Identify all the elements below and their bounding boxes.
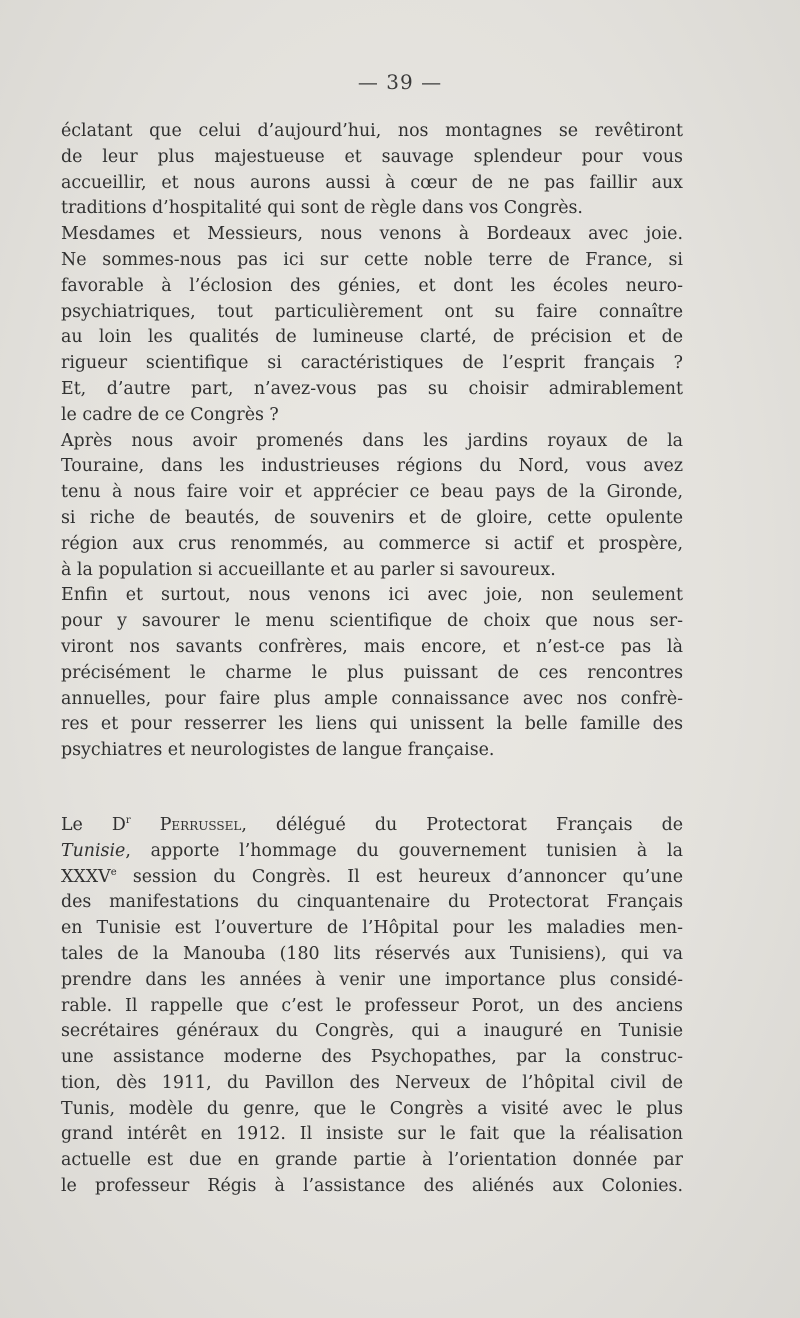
text-line: secrétaires généraux du Congrès, qui a inauguré en Tunisie xyxy=(61,1021,683,1042)
text-line: Touraine, dans les industrieuses régions du Nord, vous avez xyxy=(61,456,683,477)
text-line: psychiatres et neurologistes de langue française. xyxy=(61,740,495,761)
text-line: si riche de beautés, de souvenirs et de gloire, cette opulente xyxy=(61,507,683,528)
text-line: annuelles, pour faire plus ample connaissance avec nos confrè- xyxy=(61,688,683,709)
text-line: favorable à l’éclosion des génies, et dont les écoles neuro- xyxy=(61,275,683,296)
text-line: tenu à nous faire voir et apprécier ce beau pays de la Gironde, xyxy=(61,482,683,503)
text-line: tales de la Manouba (180 lits réservés aux Tunisiens), qui va xyxy=(61,943,683,964)
text-line: précisément le charme le plus puissant de ces rencontres xyxy=(61,662,683,683)
text-line: à la population si accueillante et au parler si savoureux. xyxy=(61,559,556,580)
paragraph-5 xyxy=(61,813,683,1200)
text-line: une assistance moderne des Psychopathes, par la construc- xyxy=(61,1047,683,1068)
text-line: région aux crus renommés, au commerce si actif et prospère, xyxy=(61,533,683,554)
text-line: Enfin et surtout, nous venons ici avec joie, non seulement xyxy=(61,585,683,606)
page-number: — 39 — xyxy=(357,70,443,94)
paragraph-gap xyxy=(61,764,683,813)
text-line: en Tunisie est l’ouverture de l’Hôpital pour les maladies men- xyxy=(61,918,683,939)
text-line: res et pour resserrer les liens qui unissent la belle famille des xyxy=(61,714,683,735)
paragraph-4 xyxy=(61,583,683,764)
text-line: pour y savourer le menu scientifique de choix que nous ser- xyxy=(61,611,683,632)
text-line: Ne sommes-nous pas ici sur cette noble terre de France, si xyxy=(61,249,683,270)
text-line: actuelle est due en grande partie à l’orientation donnée par xyxy=(61,1150,683,1171)
text-line: psychiatriques, tout particulièrement ont su faire connaître xyxy=(61,301,683,322)
paragraph-1 xyxy=(61,119,683,222)
text-line: Après nous avoir promenés dans les jardins royaux de la xyxy=(61,430,683,451)
text-line: au loin les qualités de lumineuse clarté, de précision et de xyxy=(61,327,683,348)
text-line: rigueur scientifique si caractéristiques de l’esprit français ? xyxy=(61,353,683,374)
text-line: Et, d’autre part, n’avez-vous pas su choisir admirablement xyxy=(61,378,683,399)
text-line: des manifestations du cinquantenaire du Protectorat Français xyxy=(61,892,683,913)
text-line: Tunis, modèle du genre, que le Congrès a visité avec le plus xyxy=(61,1098,683,1119)
text-line: éclatant que celui d’aujourd’hui, nos montagnes se revêtiront xyxy=(61,121,683,141)
text-line: de leur plus majestueuse et sauvage splendeur pour vous xyxy=(61,146,683,167)
text-line: rable. Il rappelle que c’est le professeur Porot, un des anciens xyxy=(61,995,683,1016)
paragraph-3 xyxy=(61,429,683,584)
text-line: le professeur Régis à l’assistance des aliénés aux Colonies. xyxy=(61,1176,683,1197)
text-line: traditions d’hospitalité qui sont de règle dans vos Congrès. xyxy=(61,198,583,219)
text-line: accueillir, et nous aurons aussi à cœur de ne pas faillir aux xyxy=(61,172,683,193)
text-line: le cadre de ce Congrès ? xyxy=(61,404,279,425)
text-line: Tunisie, apporte l’hommage du gouvernement tunisien à la xyxy=(61,840,683,861)
text-line: XXXVe session du Congrès. Il est heureux d’annoncer qu’une xyxy=(61,866,683,887)
body-text xyxy=(61,119,683,1200)
paragraph-2 xyxy=(61,222,683,428)
text-line: tion, dès 1911, du Pavillon des Nerveux de l’hôpital civil de xyxy=(61,1072,683,1093)
text-line: grand intérêt en 1912. Il insiste sur le fait que la réalisation xyxy=(61,1124,683,1145)
text-line: viront nos savants confrères, mais encore, et n’est-ce pas là xyxy=(61,636,683,657)
text-line: prendre dans les années à venir une importance plus considé- xyxy=(61,969,683,990)
text-line: Le $D^r$ Perrussel, délégué du Protectorat Français de xyxy=(61,814,684,835)
text-line: Mesdames et Messieurs, nous venons à Bordeaux avec joie. xyxy=(61,224,683,245)
